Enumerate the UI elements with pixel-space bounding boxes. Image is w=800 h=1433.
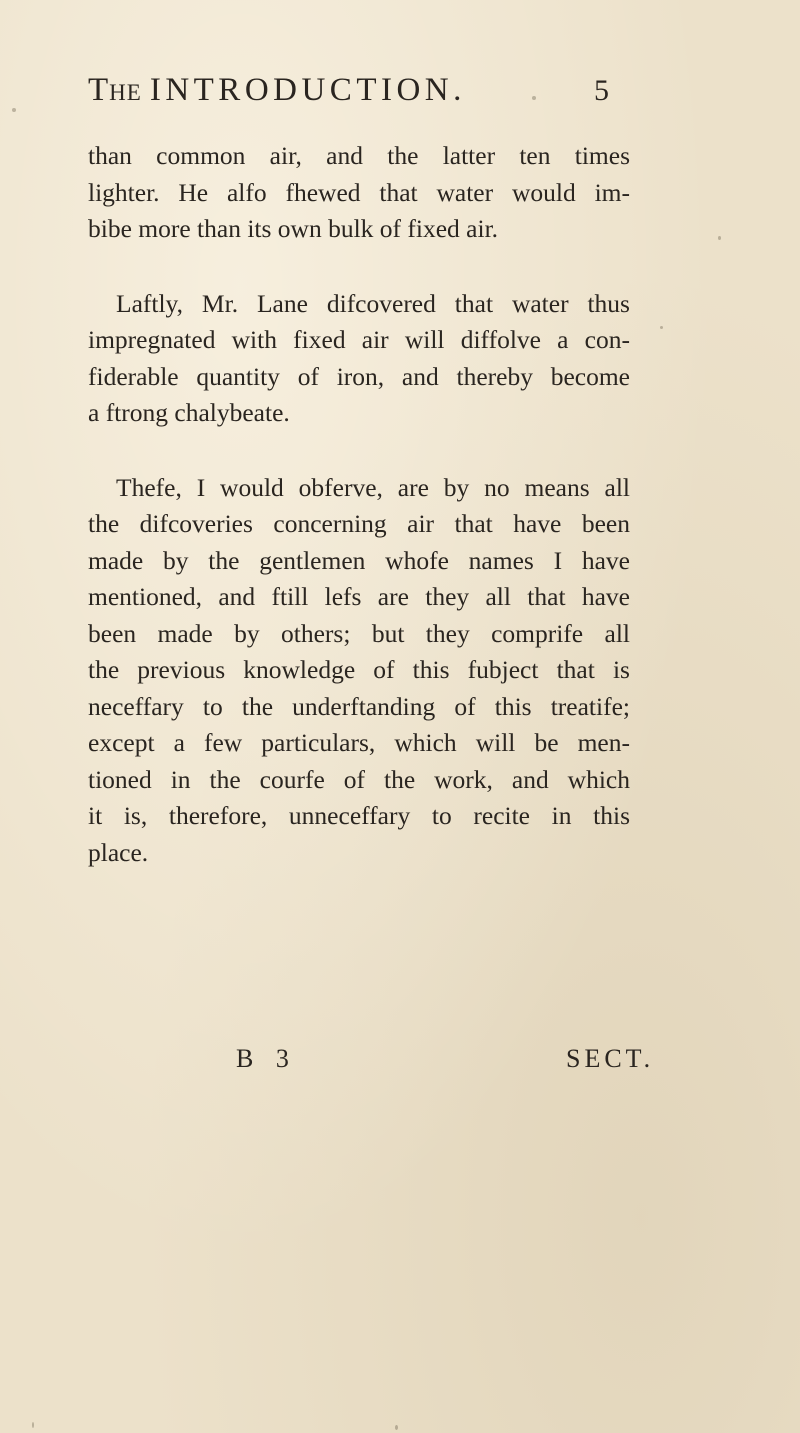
running-head (88, 72, 628, 116)
running-head-the: The (88, 72, 142, 108)
paper-speck (32, 1422, 34, 1428)
text-line: lighter. He alfo fhewed that water would im- (88, 177, 630, 207)
text-line: neceffary to the underftanding of this treatife; (88, 691, 630, 721)
text-line: mentioned, and ftill lefs are they all that have (88, 582, 630, 611)
text-line: fiderable quantity of iron, and thereby become (88, 361, 630, 391)
text-line: it is, therefore, unneceffary to recite in this (88, 801, 630, 830)
paper-speck (395, 1425, 398, 1430)
text-line: Thefe, I would obferve, are by no means all (116, 472, 630, 502)
paragraph-2 (88, 286, 630, 432)
paper-speck (532, 96, 536, 100)
text-line: than common air, and the latter ten times (88, 141, 630, 170)
text-line: the difcoveries concerning air that have been (88, 509, 630, 538)
text-line: a ftrong chalybeate. (88, 398, 290, 427)
running-head-title: INTRODUCTION. (149, 72, 466, 108)
paper-speck (12, 108, 16, 112)
text-line: Laftly, Mr. Lane difcovered that water thus (116, 288, 630, 318)
text-line: impregnated with fixed air will diffolve a con- (88, 325, 630, 354)
page-number: 5 (594, 74, 610, 107)
text-line: bibe more than its own bulk of fixed air. (88, 214, 499, 243)
text-line: place. (88, 837, 149, 867)
page-footer (0, 1044, 800, 1084)
body-text (88, 138, 630, 871)
paper-speck (718, 236, 721, 240)
text-line: the previous knowledge of this fubject that is (88, 655, 630, 684)
signature-mark: B 3 (236, 1044, 297, 1073)
catchword: SECT. (566, 1044, 655, 1073)
text-line: made by the gentlemen whofe names I have (88, 545, 630, 575)
paper-speck (660, 326, 663, 329)
text-line: been made by others; but they comprife all (88, 618, 630, 648)
paragraph-3 (88, 470, 630, 872)
text-line: tioned in the courfe of the work, and which (88, 764, 630, 794)
paragraph-1 (88, 138, 630, 248)
text-line: except a few particulars, which will be men- (88, 728, 630, 757)
